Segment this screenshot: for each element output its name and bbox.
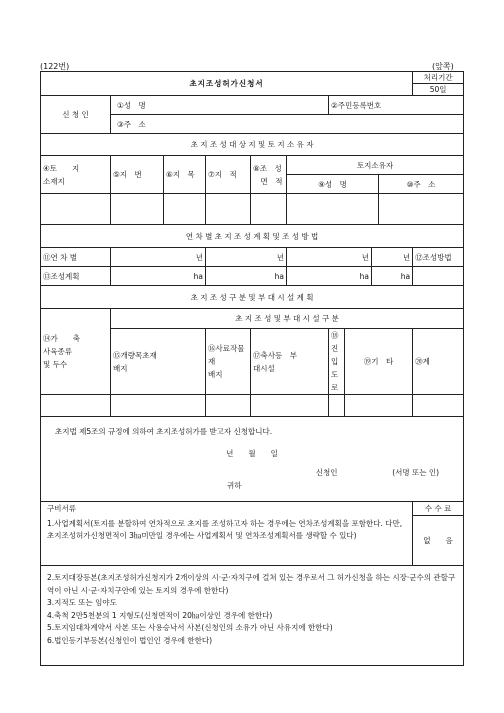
land-location-label: ④토 지 소재지 [41, 156, 111, 194]
area-unit[interactable]: ha [372, 267, 413, 286]
signature-field[interactable]: (서명 또는 인) [392, 468, 440, 477]
year-unit[interactable]: 년 [372, 248, 413, 267]
facility-entry-row[interactable] [41, 395, 464, 417]
method-label: ⑫조성방법 [413, 248, 464, 267]
document-item-5: 5.토지임대차계약서 사본 또는 사용승낙서 사본(신청인의 소유가 아닌 사유지에 한한다) [47, 623, 333, 632]
improved-grass-label: ⑮개량목초재 배지 [111, 329, 206, 395]
document-list [41, 566, 464, 666]
document-item-3: 3.지적도 또는 임야도 [47, 598, 117, 607]
livestock-label: ⑭가 축 사육종류 및 두수 [41, 309, 111, 395]
area-unit[interactable]: ha [206, 267, 287, 286]
declaration-block [41, 417, 464, 502]
land-area-label: ⑦지 적 [206, 156, 251, 194]
declaration-text: 초지법 제5조의 규정에 의하여 초지조성허가를 받고자 신청합니다. [55, 427, 273, 436]
fee-label: 수 수 료 [413, 502, 464, 516]
other-label: ⑲기 타 [345, 329, 413, 395]
access-road-label: ⑱진 입 도 로 [329, 329, 345, 395]
document-item-6: 6.법인등기부등본(신청인이 법인인 경우에 한한다) [47, 635, 213, 645]
owner-address-label: ⑩주 소 [379, 175, 464, 194]
barn-facility-label: ⑰축사등 부 대시설 [251, 329, 329, 395]
applicant-address-field[interactable] [111, 115, 464, 134]
application-form [40, 71, 464, 666]
facility-division-label: 초 지 조 성 및 부 대 시 설 구 분 [111, 309, 464, 329]
declaration-date[interactable]: 년 월 일 [226, 449, 278, 458]
section-yearly-plan-title: 연 차 별 초 지 조 성 계 획 및 조 성 방 법 [41, 225, 464, 248]
year-unit[interactable]: 년 [111, 248, 206, 267]
addressee: 귀하 [227, 481, 242, 490]
applicant-name-label: ①성 명 [117, 100, 146, 110]
area-unit[interactable]: ha [287, 267, 372, 286]
planned-area-label: ⑧조 성 면 적 [251, 156, 287, 194]
resident-number-field[interactable] [329, 96, 464, 115]
land-owner-label: 토지소유자 [287, 156, 464, 175]
feed-crop-label: ⑯사료작물재 배지 [206, 329, 251, 395]
method-field[interactable] [413, 267, 464, 286]
fee-value: 없 음 [413, 516, 464, 566]
document-item-2: 2.토지대장등본(초지조성허가신청지가 2개이상의 시·군·자치구에 걸쳐 있는 경우로서 그 허가신청을 하는 시장·군수의 관할구역이 아닌 시·군·자치구안에 있는 토지의 경우에 한한다) [47, 573, 456, 595]
total-label: ⑳계 [413, 329, 464, 395]
processing-period: 50일 [413, 84, 464, 96]
owner-name-label: ⑨성 명 [287, 175, 379, 194]
processing-label: 처리기간 [413, 72, 464, 84]
form-title: 초지조성허가신청서 [41, 72, 413, 96]
applicant-label: 신 청 인 [41, 96, 111, 134]
resident-number-label: ②주민등록번호 [331, 100, 382, 110]
applicant-address-label: ③주 소 [117, 119, 146, 129]
applicant-name-field[interactable] [111, 96, 329, 115]
land-entry-row[interactable] [41, 194, 464, 225]
section-facility-plan-title: 초 지 조 성 구 분 및 부 대 시 설 계 획 [41, 286, 464, 309]
land-category-label: ⑥지 목 [164, 156, 206, 194]
plan-label: ⑬조성계획 [41, 267, 111, 286]
documents-label: 구비서류 [41, 502, 413, 516]
year-unit[interactable]: 년 [287, 248, 372, 267]
document-item-4: 4.축척 2만5천분의 1 지형도(신청면적이 20㏊이상인 경우에 한한다) [47, 610, 273, 620]
page-side: (앞쪽) [432, 62, 454, 71]
lot-number-label: ⑤지 번 [111, 156, 164, 194]
year-label: ⑪연 차 별 [41, 248, 111, 267]
area-unit[interactable]: ha [111, 267, 206, 286]
form-number: (122번) [40, 62, 70, 71]
year-unit[interactable]: 년 [206, 248, 287, 267]
section-target-land-title: 초 지 조 성 대 상 지 및 토 지 소 유 자 [41, 134, 464, 156]
document-item-1: 1.사업계획서(토지를 분할하여 연차적으로 초지를 조성하고자 하는 경우에는 연차조성계획을 포함한다. 다만, 초지조성허가신청면적이 3㏊미만일 경우에는 사업계획서 및 연차조성계획서를 생략할 수 있다) [41, 516, 413, 566]
applicant-sign-label: 신청인 [315, 468, 338, 477]
